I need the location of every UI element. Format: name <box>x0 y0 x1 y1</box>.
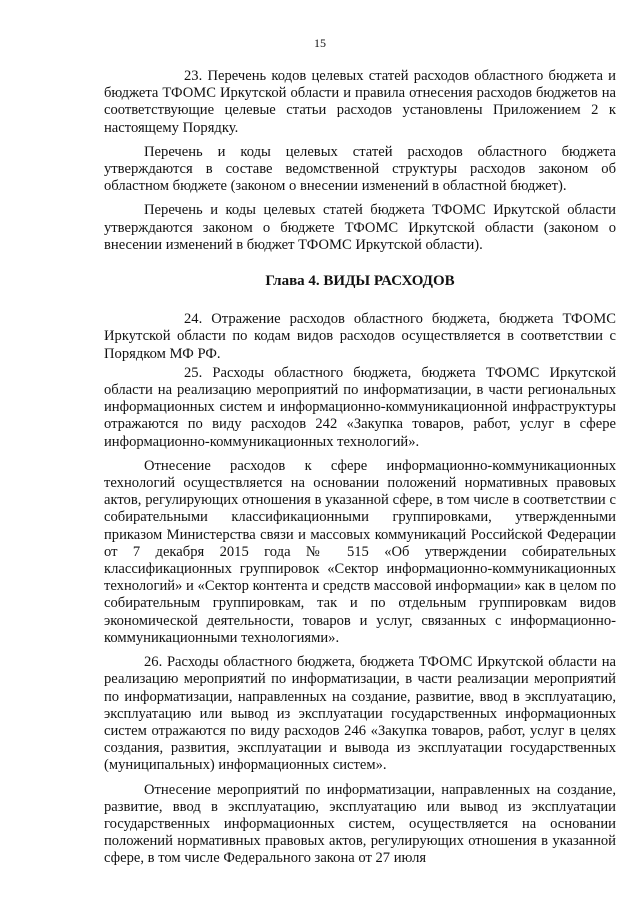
paragraph-number: 24. <box>184 311 203 328</box>
paragraph-23 <box>104 68 616 137</box>
paragraph-text-block <box>104 144 616 196</box>
paragraph-text-block <box>104 202 616 254</box>
paragraph-text: Отнесение мероприятий по информатизации, направленных на создание, развитие, ввод в эксплуатацию, эксплуатацию или вывод из эксплуатации государственных информационных систем, осуществляется на основании положений нормативных правовых актов, регулирующих отношения в указанной сфере, в том числе Федерального закона от 27 июля <box>104 781 616 867</box>
page-number: 15 <box>314 36 326 50</box>
paragraph-text-block <box>104 458 616 647</box>
paragraph-text: Отражение расходов областного бюджета, бюджета ТФОМС Иркутской области по кодам видов расходов осуществляется в соответствии с Порядком МФ РФ. <box>104 311 616 362</box>
chapter-heading: Глава 4. ВИДЫ РАСХОДОВ <box>265 273 455 290</box>
paragraph-25 <box>104 365 616 451</box>
paragraph-text: Перечень кодов целевых статей расходов областного бюджета и бюджета ТФОМС Иркутской области и правила отнесения расходов бюджетов на соответствующие целевые статьи расходов установлены Приложением 2 к настоящему Порядку. <box>104 68 616 136</box>
paragraph-text: Расходы областного бюджета, бюджета ТФОМС Иркутской области на реализацию мероприятий по информатизации, в части реализации мероприятий по информатизации, направленных на создание, развитие, ввод в эксплуатацию, эксплуатацию или вывод из эксплуатации государственных информационных систем отражаются по виду расходов 246 «Закупка товаров, работ, услуг в целях создания, развития, эксплуатации и вывода из эксплуатации государственных (муниципальных) информационных систем». <box>104 654 616 774</box>
paragraph-text-block <box>104 782 616 868</box>
paragraph-text: Расходы областного бюджета, бюджета ТФОМС Иркутской области на реализацию мероприятий по информатизации, в части региональных информационных систем и информационно-коммуникационной инфраструктуры отражаются по виду расходов 242 «Закупка товаров, работ, услуг в сфере информационно-коммуникационных технологий». <box>104 364 617 450</box>
paragraph-text: Перечень и коды целевых статей расходов областного бюджета утверждаются в составе ведомственной структуры расходов законом об областном бюджете (законом о внесении изменений в областной бюджет). <box>104 143 616 195</box>
paragraph-26 <box>104 654 616 774</box>
paragraph-text: Отнесение расходов к сфере информационно-коммуникационных технологий осуществляется на основании положений нормативных правовых актов, регулирующих отношения в указанной сфере, в том числе в соответствии с собирательными классификационными группировками, утвержденными приказом Министерства связи и массовых коммуникаций Российской Федерации от 7 декабря 2015 года № 515 «Об утверждении собирательных классификационных группировок «Сектор информационно-коммуникационных технологий» и «Сектор контента и средств массовой информации» как в целом по собирательным группировкам, так и по отдельным группировкам видов экономической деятельности, товаров и услуг, связанных с информационно-коммуникационными технологиями». <box>104 457 616 646</box>
paragraph-text: Перечень и коды целевых статей бюджета ТФОМС Иркутской области утверждаются законом о бюджете ТФОМС Иркутской области (законом о внесении изменений в бюджет ТФОМС Иркутской области). <box>104 202 616 253</box>
paragraph-number: 26. <box>144 654 163 671</box>
document-body <box>104 68 616 875</box>
paragraph-number: 25. <box>184 364 203 381</box>
paragraph-24 <box>104 311 616 363</box>
paragraph-number: 23. <box>184 68 203 84</box>
